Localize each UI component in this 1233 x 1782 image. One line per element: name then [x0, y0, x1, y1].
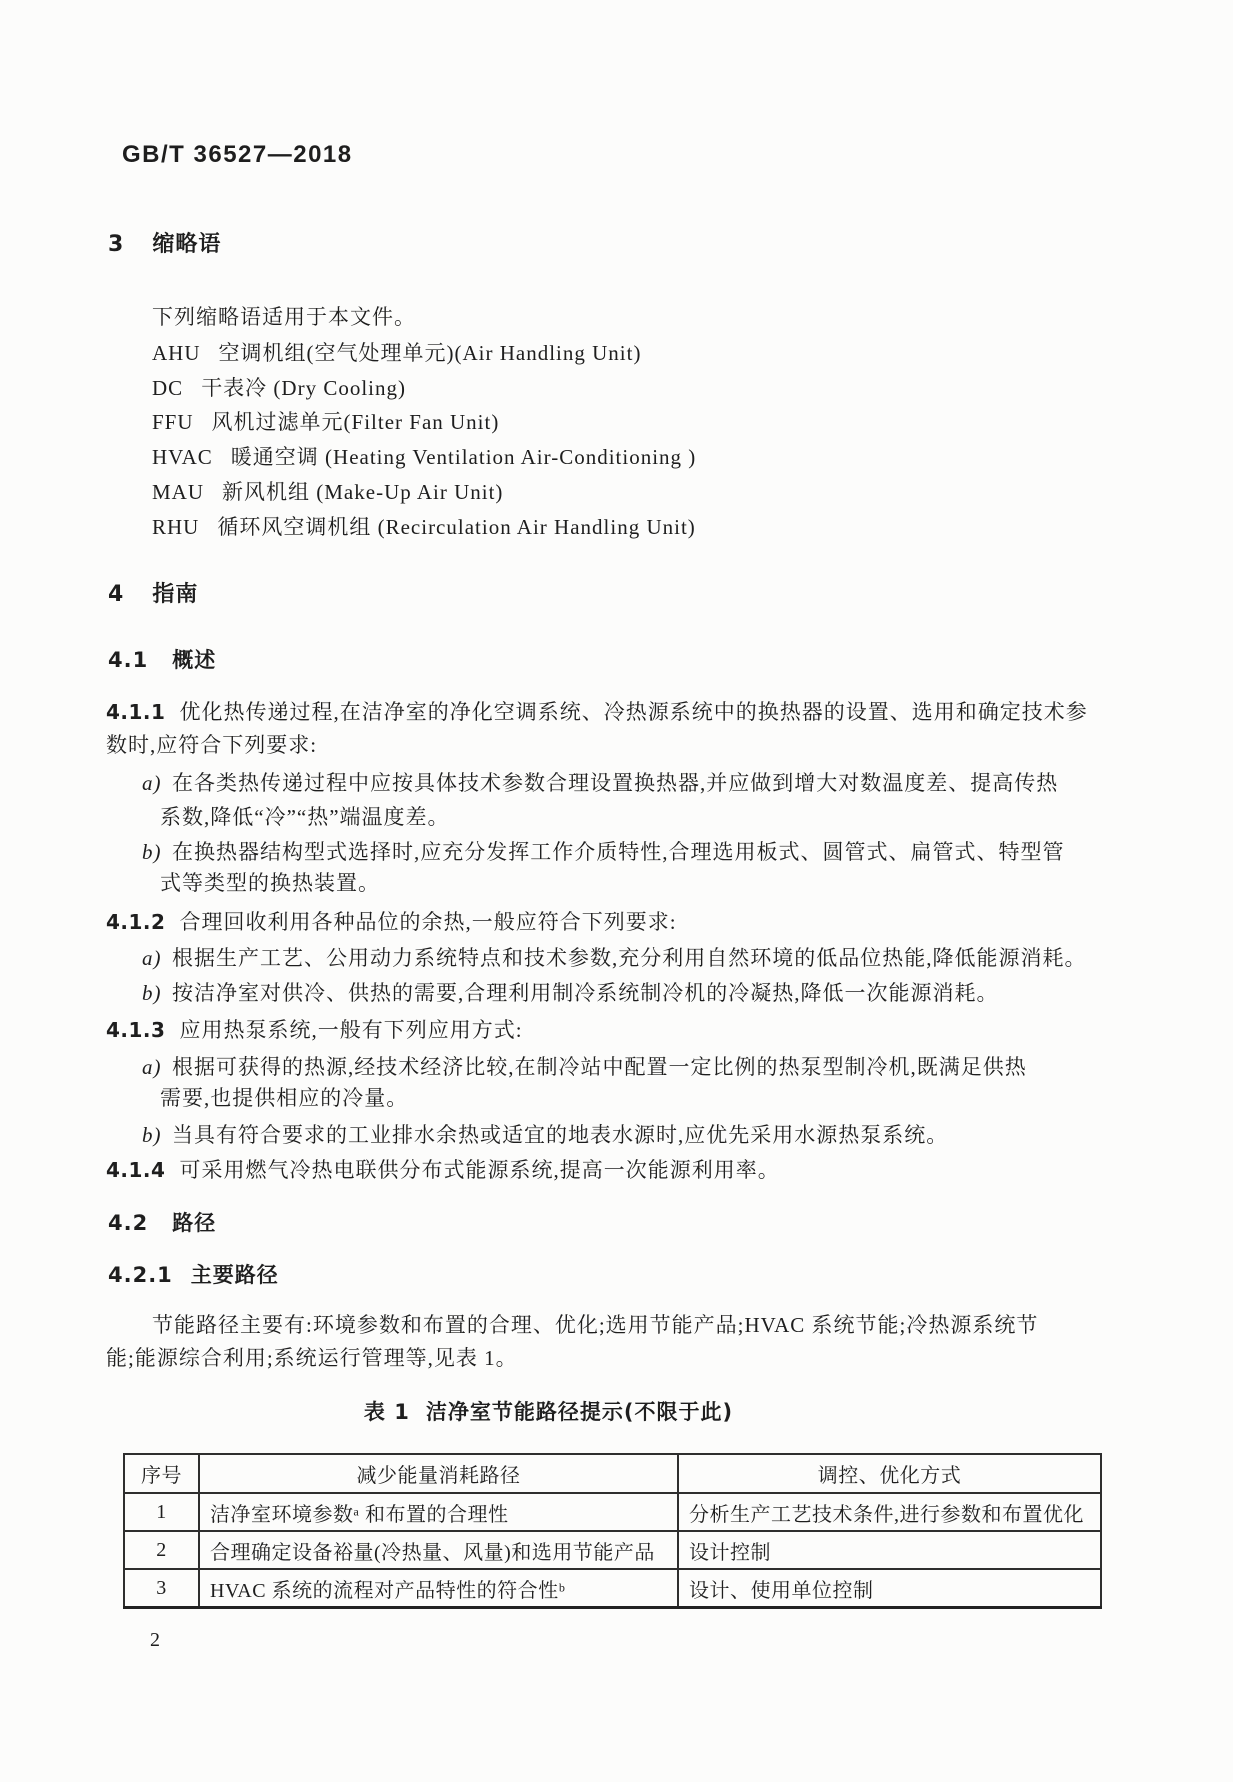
abbr-term: FFU: [152, 410, 194, 434]
section-4-2-1-number: 4.2.1: [108, 1263, 173, 1287]
table-1-caption: [60, 1396, 1037, 1426]
cell-control: 分析生产工艺技术条件,进行参数和布置优化: [678, 1493, 1101, 1531]
abbr-definition: 暖通空调 (Heating Ventilation Air-Conditioning ): [230, 445, 697, 469]
paths-paragraph-line-2: 能;能源综合利用;系统运行管理等,见表 1。: [106, 1346, 518, 1370]
abbr-line-ahu: [152, 337, 641, 369]
clause-number: 4.1.1: [106, 700, 166, 724]
clause-text: 应用热泵系统,一般有下列应用方式:: [179, 1018, 523, 1042]
col-header-seq: 序号: [124, 1454, 199, 1493]
section-4-1-title: 概述: [172, 648, 217, 672]
section-4-2-number: 4.2: [108, 1211, 149, 1235]
section-4-heading: [108, 579, 198, 611]
item-label: a): [142, 771, 162, 795]
item-label: b): [142, 1123, 162, 1147]
item-a-line-2: 需要,也提供相应的冷量。: [160, 1086, 409, 1110]
abbr-definition: 干表冷 (Dry Cooling): [201, 376, 407, 400]
item-label: b): [142, 981, 162, 1005]
clause-4-1-2-line-1: [106, 906, 677, 938]
abbr-term: RHU: [152, 515, 200, 539]
item-label: a): [142, 946, 162, 970]
item-text: 在换热器结构型式选择时,应充分发挥工作介质特性,合理选用板式、圆管式、扁管式、特型管: [172, 840, 1065, 864]
clause-number: 4.1.4: [106, 1158, 166, 1182]
item-text: 根据可获得的热源,经技术经济比较,在制冷站中配置一定比例的热泵型制冷机,既满足供热: [172, 1055, 1027, 1079]
table-header-row: [124, 1454, 1101, 1493]
cell-seq: 3: [124, 1569, 199, 1608]
page-number: 2: [150, 1629, 160, 1651]
abbr-intro-text: 下列缩略语适用于本文件。: [152, 305, 416, 329]
item-a-line-1: [142, 1051, 1027, 1083]
section-4-number: 4: [108, 582, 125, 607]
section-4-title: 指南: [152, 582, 199, 607]
item-label: a): [142, 1055, 162, 1079]
cell-seq: 1: [124, 1493, 199, 1531]
cell-path: 洁净室环境参数ᵃ 和布置的合理性: [199, 1493, 678, 1531]
clause-text: 可采用燃气冷热电联供分布式能源系统,提高一次能源利用率。: [179, 1158, 780, 1182]
abbr-line-dc: [152, 372, 406, 404]
abbr-definition: 循环风空调机组 (Recirculation Air Handling Unit): [217, 515, 696, 539]
section-3-number: 3: [108, 232, 125, 257]
item-text: 根据生产工艺、公用动力系统特点和技术参数,充分利用自然环境的低品位热能,降低能源消耗。: [172, 946, 1087, 970]
item-text: 按洁净室对供冷、供热的需要,合理利用制冷系统制冷机的冷凝热,降低一次能源消耗。: [172, 981, 999, 1005]
cell-path: HVAC 系统的流程对产品特性的符合性ᵇ: [199, 1569, 678, 1608]
item-text: 当具有符合要求的工业排水余热或适宜的地表水源时,应优先采用水源热泵系统。: [172, 1123, 949, 1147]
abbr-term: MAU: [152, 480, 205, 504]
table-row: [124, 1493, 1101, 1531]
section-3-title: 缩略语: [152, 232, 222, 257]
abbr-definition: 风机过滤单元(Filter Fan Unit): [211, 410, 500, 434]
standard-code: GB/T 36527—2018: [122, 141, 353, 168]
clause-number: 4.1.2: [106, 910, 166, 934]
item-a-line-1: [142, 942, 1087, 974]
cell-seq: 2: [124, 1531, 199, 1569]
clause-4-1-4-line-1: [106, 1154, 780, 1186]
item-label: b): [142, 840, 162, 864]
section-4-2-1-heading: [108, 1259, 279, 1291]
section-4-2-heading: [108, 1207, 216, 1239]
item-b-line-1: [142, 977, 999, 1009]
table-1-caption-title: 洁净室节能路径提示(不限于此): [425, 1400, 734, 1424]
abbr-term: AHU: [152, 341, 201, 365]
col-header-path: 减少能量消耗路径: [199, 1454, 678, 1493]
abbr-line-hvac: [152, 441, 696, 473]
clause-number: 4.1.3: [106, 1018, 166, 1042]
item-a-line-1: [142, 767, 1058, 799]
abbr-line-rhu: [152, 511, 696, 543]
energy-saving-paths-table: [123, 1453, 1102, 1609]
clause-text: 合理回收利用各种品位的余热,一般应符合下列要求:: [179, 910, 677, 934]
item-b-line-2: 式等类型的换热装置。: [160, 871, 380, 895]
section-4-1-heading: [108, 644, 216, 676]
col-header-control: 调控、优化方式: [678, 1454, 1101, 1493]
section-4-1-number: 4.1: [108, 648, 149, 672]
item-a-line-2: 系数,降低“冷”“热”端温度差。: [160, 805, 450, 829]
cell-path: 合理确定设备裕量(冷热量、风量)和选用节能产品: [199, 1531, 678, 1569]
section-4-2-1-title: 主要路径: [190, 1263, 279, 1287]
paths-paragraph-line-1: 节能路径主要有:环境参数和布置的合理、优化;选用节能产品;HVAC 系统节能;冷热源系统节: [152, 1313, 1039, 1337]
clause-text: 优化热传递过程,在洁净室的净化空调系统、冷热源系统中的换热器的设置、选用和确定技术参: [179, 700, 1088, 724]
abbr-term: DC: [152, 376, 184, 400]
item-b-line-1: [142, 1119, 948, 1151]
table-1-caption-label: 表 1: [363, 1400, 410, 1424]
abbr-line-ffu: [152, 406, 499, 438]
clause-4-1-3-line-1: [106, 1014, 523, 1046]
abbr-definition: 新风机组 (Make-Up Air Unit): [222, 480, 504, 504]
item-b-line-1: [142, 836, 1065, 868]
item-text: 在各类热传递过程中应按具体技术参数合理设置换热器,并应做到增大对数温度差、提高传热: [172, 771, 1059, 795]
abbr-line-mau: [152, 476, 503, 508]
table-row: [124, 1531, 1101, 1569]
abbr-term: HVAC: [152, 445, 213, 469]
cell-control: 设计、使用单位控制: [678, 1569, 1101, 1608]
section-3-heading: [108, 229, 221, 261]
clause-4-1-1-line-1: [106, 696, 1088, 728]
section-4-2-title: 路径: [172, 1211, 217, 1235]
clause-4-1-1-line-2: 数时,应符合下列要求:: [106, 733, 318, 757]
cell-control: 设计控制: [678, 1531, 1101, 1569]
table-row: [124, 1569, 1101, 1608]
abbr-definition: 空调机组(空气处理单元)(Air Handling Unit): [218, 341, 642, 365]
